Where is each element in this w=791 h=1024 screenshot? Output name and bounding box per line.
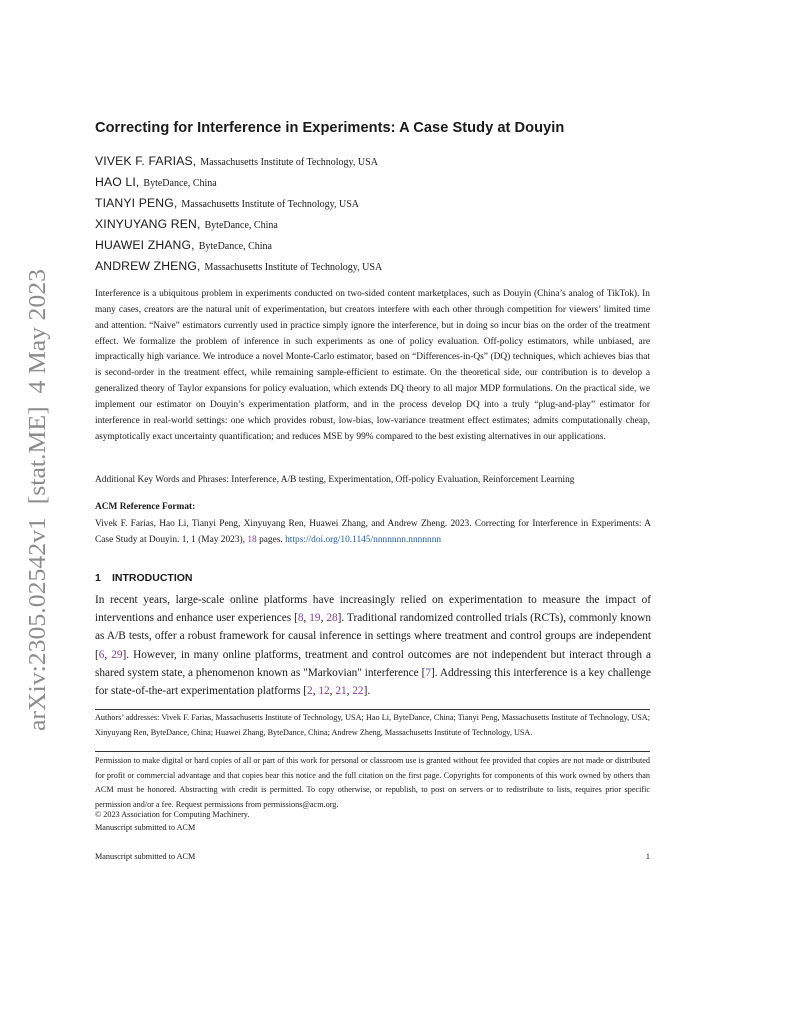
intro-text: ]. However, in many online platforms, treatment and control outcomes are not independent but interact through a shared system state, a phenomenon known as "Markovian" interference [ [95, 648, 651, 679]
citation-link[interactable]: 12 [318, 685, 330, 698]
arxiv-stamp-text: arXiv:2305.02542v1 [stat.ME] 4 May 2023 [24, 295, 51, 731]
copyright-line: © 2023 Association for Computing Machinery. [95, 810, 250, 819]
author-entry [95, 236, 655, 257]
manuscript-note: Manuscript submitted to ACM [95, 823, 196, 832]
citation-link[interactable]: 29 [111, 648, 123, 661]
acm-reference-heading: ACM Reference Format: [95, 502, 196, 512]
author-affiliation: ByteDance, China [198, 241, 272, 252]
acm-reference-format [95, 516, 651, 548]
intro-text: ]. Traditional randomized controlled trials (RCTs), commonly known as A/B tests, offer a robust framework for causal inference in settings where treatment and control groups are independent [ [95, 612, 652, 661]
author-name: VIVEK F. FARIAS, [95, 154, 197, 168]
permission-notice: Permission to make digital or hard copies of all or part of this work for personal or classroom use is granted without fee provided that copies are not made or distributed for profit or commercial advantage and that copies bear this notice and the full citation on the first page. Copyrights for components of this work owned by others than ACM must be honored. Abstracting with credit is permitted. To copy otherwise, or republish, to post on servers or to redistribute to lists, requires prior specific permission and/or a fee. Request permissions from permissions@acm.org. [95, 756, 650, 809]
intro-text: In recent years, large-scale online platforms have increasingly relied on experimentation to measure the impact of interventions and enhance user experiences [ [95, 594, 651, 625]
author-name: ANDREW ZHENG, [95, 259, 201, 273]
author-affiliation: Massachusetts Institute of Technology, USA [200, 157, 378, 168]
authors-addresses: Authors’ addresses: Vivek F. Farias, Massachusetts Institute of Technology, USA; Hao Li, ByteDance, China; Tianyi Peng, Massachusetts Institute of Technology, USA; Xinyuyang Ren, ByteDance, China; Huawei Zhang, ByteDance, China; Andrew Zheng, Massachusetts Institute of Technology, USA. [95, 713, 650, 737]
author-entry [95, 257, 655, 278]
section-title: INTRODUCTION [112, 572, 193, 584]
page-number: 1 [645, 852, 650, 861]
citation-link[interactable]: 8 [297, 612, 304, 625]
author-entry [95, 173, 655, 194]
permission-divider [95, 751, 650, 752]
citation-link[interactable]: 7 [425, 666, 431, 679]
arxiv-identifier-stamp [18, 265, 52, 735]
author-affiliation: Massachusetts Institute of Technology, USA [204, 262, 383, 273]
author-affiliation: ByteDance, China [204, 220, 278, 231]
section-heading [95, 571, 193, 585]
abstract: Interference is a ubiquitous problem in experiments conducted on two-sided content marketplaces, such as Douyin (China’s analog of TikTok). In many cases, creators are the natural unit of experimentation, but creators interfere with each other through competition for viewers’ limited time and attention. “Naive” estimators currently used in practice simply ignore the interference, but in doing so incur bias on the order of the treatment effect. We formalize the problem of inference in such experiments as one of policy evaluation. Off-policy estimators, while unbiased, are impractically high variance. We introduce a novel Monte-Carlo estimator, based on “Differences-in-Qs” (DQ) techniques, which achieves bias that is second-order in the treatment effect, while remaining sample-efficient to estimate. On the theoretical side, our contribution is to develop a generalized theory of Taylor expansions for policy evaluation, which extends DQ theory to all major MDP formulations. On the practical side, we implement our estimator on Douyin’s experimentation platform, and in the process develop DQ into a truly “plug-and-play” estimator for interference in real-world settings: one which provides robust, low-bias, low-variance treatment effect estimates; admits computationally cheap, asymptotically exact uncertainty quantification; and reduces MSE by 99% compared to the best existing alternatives in our applications. [95, 289, 650, 442]
author-entry [95, 194, 655, 215]
doi-link[interactable]: https://doi.org/10.1145/nnnnnnn.nnnnnnn [285, 535, 442, 545]
author-name: TIANYI PENG, [95, 196, 178, 210]
author-entry [95, 152, 655, 173]
paper-title: Correcting for Interference in Experiments: A Case Study at Douyin [95, 120, 565, 136]
acm-reference-pages-text: pages. [256, 535, 286, 545]
section-number: 1 [95, 572, 101, 584]
citation-link[interactable]: 28 [326, 612, 338, 625]
citation-link[interactable]: 21 [335, 685, 347, 698]
intro-text: ]. Addressing this interference is a key challenge for state-of-the-art experimentation platforms [ [95, 666, 651, 698]
intro-text: ]. [363, 685, 371, 698]
author-list [95, 152, 655, 278]
citation-link[interactable]: 6 [98, 648, 105, 661]
citation-link[interactable]: 22 [352, 685, 364, 698]
author-affiliation: Massachusetts Institute of Technology, USA [181, 199, 360, 210]
citation-link[interactable]: 2 [307, 685, 313, 698]
citation-link[interactable]: 19 [309, 612, 321, 625]
footnote-divider [95, 709, 650, 710]
author-affiliation: ByteDance, China [143, 178, 217, 189]
page-count-link[interactable]: 18 [247, 535, 257, 545]
author-name: HUAWEI ZHANG, [95, 238, 195, 252]
author-name: XINYUYANG REN, [95, 217, 201, 231]
page-footer-label: Manuscript submitted to ACM [95, 852, 196, 861]
keywords: Additional Key Words and Phrases: Interference, A/B testing, Experimentation, Off-policy Evaluation, Reinforcement Learning [95, 475, 575, 485]
introduction-paragraph: In recent years, large-scale online platforms have increasingly relied on experimentation to measure the impact of interventions and enhance user experiences [8, 19, 28]. Traditional randomized controlled trials (RCTs), commonly known as A/B tests, offer a robust framework for causal inference in settings where treatment and control groups are independent [6, 29]. However, in many online platforms, treatment and control outcomes are not independent but interact through a shared system state, a phenomenon known as "Markovian" interference [7]. Addressing this interference is a key challenge for state-of-the-art experimentation platforms [2, 12, 21, 22]. [95, 594, 652, 698]
acm-reference-text: Vivek F. Farias, Hao Li, Tianyi Peng, Xinyuyang Ren, Huawei Zhang, and Andrew Zheng. 2023. Correcting for Interference in Experiments: A Case Study at Douyin. 1, 1 (May 2023), [95, 519, 651, 545]
author-name: HAO LI, [95, 175, 140, 189]
author-entry [95, 215, 655, 236]
